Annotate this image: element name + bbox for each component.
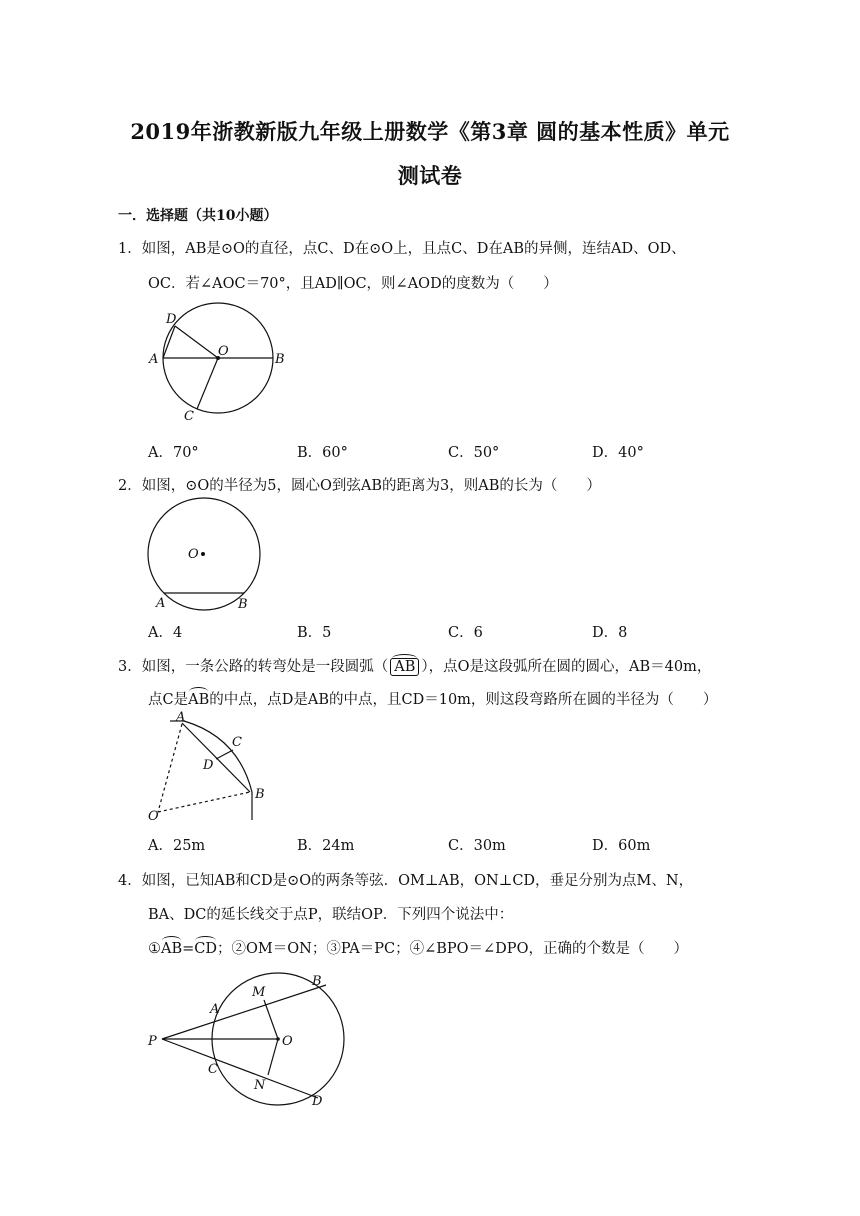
- arc-ab-symbol: AB: [390, 658, 419, 676]
- arc-ab-symbol-2: AB: [188, 692, 210, 708]
- question-3-option-d[interactable]: D．60m: [592, 838, 651, 854]
- arc-cd-symbol: CD: [194, 941, 218, 957]
- question-3-option-c[interactable]: C．30m: [448, 838, 506, 854]
- q3-label-c: C: [232, 735, 242, 750]
- question-1-figure: [140, 305, 300, 425]
- q4-label-m: M: [252, 985, 266, 1000]
- question-4-text-2: BA、DC的延长线交于点P，联结OP．下列四个说法中：: [148, 907, 514, 923]
- q4-label-a: A: [210, 1002, 220, 1017]
- q1-label-d: D: [166, 312, 177, 327]
- question-3-option-b[interactable]: B．24m: [297, 838, 355, 854]
- question-4-line1: [118, 869, 693, 890]
- question-2-option-a[interactable]: A．4: [148, 625, 183, 641]
- arc-equal-sign: =: [182, 941, 195, 957]
- q4-label-o: O: [282, 1034, 293, 1049]
- question-1-option-c[interactable]: C．50°: [448, 445, 500, 461]
- question-2-option-c[interactable]: C．6: [448, 625, 483, 641]
- q3-label-b: B: [255, 787, 265, 802]
- question-2-option-d[interactable]: D．8: [592, 625, 628, 641]
- q4-label-p: P: [148, 1034, 157, 1049]
- q3-label-d: D: [203, 758, 214, 773]
- question-3-figure: [140, 712, 280, 824]
- question-2-number: 2．: [118, 478, 142, 494]
- arc-ab-symbol-3: AB: [161, 941, 183, 957]
- section-heading: 一．选择题（共10小题）: [118, 208, 278, 224]
- question-4-text-1: 如图，已知AB和CD是⊙O的两条等弦．OM⊥AB，ON⊥CD，垂足分别为点M、N，: [141, 873, 694, 889]
- question-1-text-1: 如图，AB是⊙O的直径，点C、D在⊙O上，且点C、D在AB的异侧，连结AD、OD、: [141, 241, 686, 257]
- question-3-text-1b: ），点O是这段弧所在圆的圆心，AB＝40m，: [421, 659, 712, 675]
- q2-label-b: B: [238, 597, 248, 612]
- q3-label-o: O: [148, 809, 159, 824]
- question-1-number: 1．: [118, 241, 142, 257]
- question-1-line1: [118, 237, 686, 258]
- question-1-option-d[interactable]: D．40°: [592, 445, 644, 461]
- document-title-line1: 2019年浙教新版九年级上册数学《第3章 圆的基本性质》单元: [130, 119, 730, 144]
- q4-label-d: D: [312, 1094, 323, 1109]
- q4-label-n: N: [254, 1078, 266, 1093]
- q4-label-c: C: [208, 1062, 218, 1077]
- question-3-number: 3．: [118, 659, 142, 675]
- q1-label-c: C: [184, 409, 194, 424]
- q2-label-o: O: [188, 547, 199, 562]
- question-4-figure: [140, 965, 360, 1115]
- q1-label-a: A: [149, 352, 159, 367]
- q3-label-a: A: [176, 710, 186, 725]
- question-4-statements: ；②OM＝ON；③PA＝PC；④∠BPO＝∠DPO，正确的个数是（ ）: [217, 941, 688, 957]
- q4-label-b: B: [312, 974, 322, 989]
- statement-1-marker: ①: [148, 941, 161, 957]
- question-1-option-b[interactable]: B．60°: [297, 445, 348, 461]
- question-1-option-a[interactable]: A．70°: [148, 445, 199, 461]
- question-3-text-2a: 点C是: [148, 692, 189, 708]
- q1-label-b: B: [275, 352, 285, 367]
- q1-label-o: O: [218, 344, 229, 359]
- document-title-line2: 测试卷: [397, 163, 463, 188]
- question-3-line2: [148, 688, 717, 709]
- question-3-option-a[interactable]: A．25m: [148, 838, 206, 854]
- question-3-text-2b: 的中点，点D是AB的中点，且CD＝10m，则这段弯路所在圆的半径为（ ）: [209, 692, 718, 708]
- question-4-line3: [148, 937, 688, 958]
- question-2-option-b[interactable]: B．5: [297, 625, 332, 641]
- q2-label-a: A: [156, 596, 166, 611]
- question-4-number: 4．: [118, 873, 142, 889]
- question-3-line1: [118, 655, 711, 676]
- question-3-text-1a: 如图，一条公路的转弯处是一段圆弧（: [141, 659, 389, 675]
- question-2-line1: [118, 474, 601, 495]
- question-2-text: 如图，⊙O的半径为5，圆心O到弦AB的距离为3，则AB的长为（ ）: [141, 478, 601, 494]
- question-1-text-2: OC．若∠AOC＝70°，且AD∥OC，则∠AOD的度数为（ ）: [148, 276, 558, 292]
- question-2-figure: [140, 498, 270, 614]
